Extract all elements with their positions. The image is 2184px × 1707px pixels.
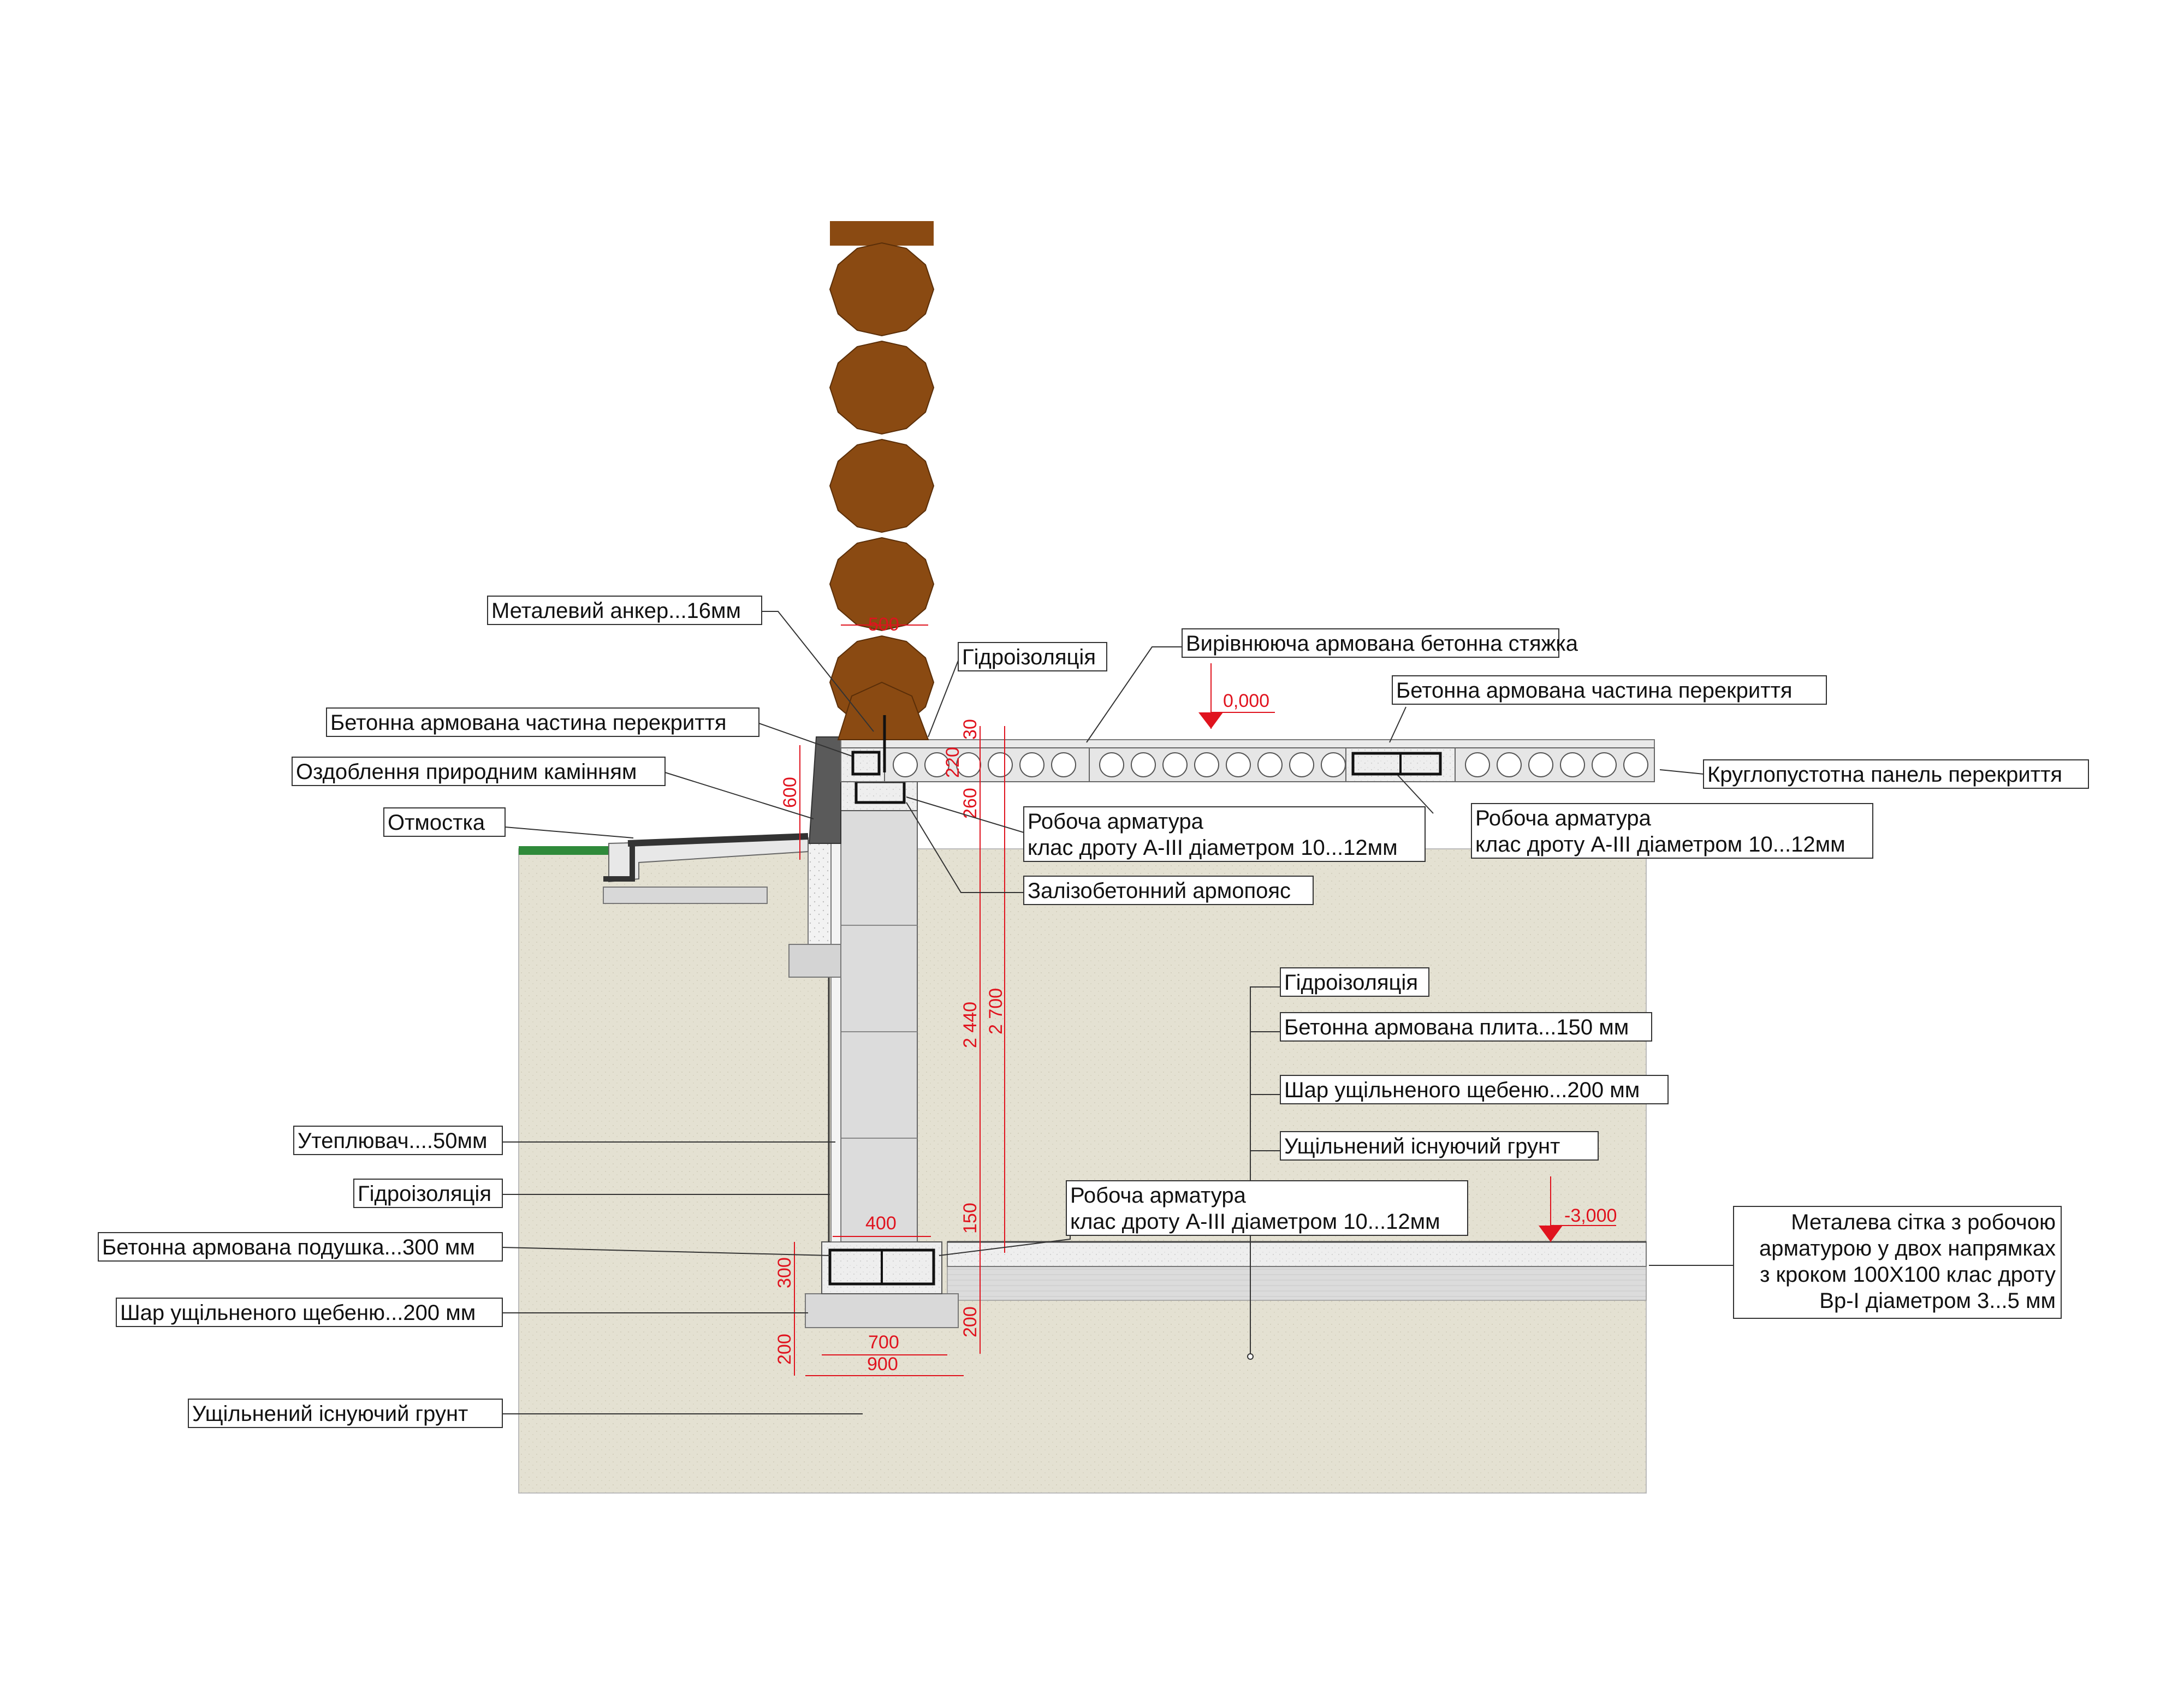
dim-300: 300 (774, 1257, 795, 1288)
label-rebar-foot-2: клас дроту А-ІІІ діаметром 10...12мм (1070, 1210, 1440, 1234)
label-rebar-right-2: клас дроту А-ІІІ діаметром 10...12мм (1475, 832, 1845, 857)
label-gravel-floor: Шар ущільненого щебеню...200 мм (1284, 1078, 1640, 1102)
label-screed: Вирівнююча армована бетонна стяжка (1186, 632, 1578, 656)
dim-220: 220 (942, 747, 963, 778)
label-gravel-left: Шар ущільненого щебеню...200 мм (120, 1301, 476, 1325)
label-mesh-3: з кроком 100Х100 клас дроту (1760, 1263, 2056, 1287)
existing-soil (519, 849, 1646, 1493)
label-insulation: Утеплювач....50мм (298, 1129, 488, 1153)
label-hydro-floor: Гідроізоляція (1284, 971, 1418, 995)
label-stone-finish: Оздоблення природним камінням (296, 760, 637, 784)
label-slab-concrete-right: Бетонна армована частина перекриття (1396, 679, 1793, 703)
label-hydro-top: Гідроізоляція (962, 645, 1096, 669)
label-mesh-4: Вр-І діаметром 3...5 мм (1819, 1289, 2056, 1313)
label-ring-beam: Залізобетонний армопояс (1028, 879, 1291, 903)
label-cushion: Бетонна армована подушка...300 мм (102, 1235, 475, 1259)
label-mesh-2: арматурою у двох напрямках (1759, 1236, 2056, 1260)
label-hollow-panel: Круглопустотна панель перекриття (1707, 763, 2063, 787)
stone-finish (808, 841, 831, 944)
label-blind-area: Отмостка (388, 811, 485, 835)
label-anchor: Металевий анкер...16мм (491, 599, 741, 623)
footing-gravel (805, 1294, 958, 1328)
insulation-layer (831, 811, 841, 1242)
grass-strip (519, 846, 620, 855)
svg-text:-3,000: -3,000 (1564, 1205, 1617, 1226)
log-wall (830, 221, 934, 740)
label-soil-left: Ущільнений існуючий грунт (192, 1402, 468, 1426)
blind-area-base (603, 887, 767, 903)
floor-concrete-slab (947, 1242, 1646, 1266)
label-rebar-foot-1: Робоча арматура (1070, 1183, 1246, 1208)
dim-200-left: 200 (774, 1334, 795, 1365)
dim-400: 400 (865, 1213, 897, 1234)
basement-wall (841, 811, 917, 1242)
dim-200-right: 200 (960, 1306, 981, 1337)
dim-700: 700 (868, 1332, 899, 1353)
svg-text:0,000: 0,000 (1223, 691, 1270, 711)
dim-30: 30 (960, 719, 981, 740)
label-rebar-top-2: клас дроту А-ІІІ діаметром 10...12мм (1028, 836, 1398, 860)
dim-600: 600 (780, 777, 800, 808)
label-mesh-1: Металева сітка з робочою (1791, 1210, 2056, 1234)
panel-cores (893, 753, 1648, 777)
label-slab-concrete-left: Бетонна армована частина перекриття (330, 711, 727, 735)
dim-2700: 2 700 (986, 988, 1006, 1034)
label-floor-slab: Бетонна армована плита...150 мм (1284, 1015, 1629, 1039)
stone-finish-top (809, 737, 841, 843)
dim-150: 150 (960, 1203, 981, 1234)
label-soil-floor: Ущільнений існуючий грунт (1284, 1134, 1560, 1158)
floor-gravel-layer (947, 1266, 1646, 1300)
dim-2440: 2 440 (960, 1001, 981, 1048)
dim-log: 500 (868, 614, 899, 635)
label-hydro-wall: Гідроізоляція (358, 1182, 491, 1206)
slab-screed (841, 740, 1654, 748)
dim-260: 260 (960, 788, 981, 819)
plinth-step (789, 944, 841, 977)
label-rebar-top-1: Робоча арматура (1028, 810, 1203, 834)
dim-900: 900 (867, 1354, 898, 1375)
label-rebar-right-1: Робоча арматура (1475, 806, 1651, 830)
level-mark-top (1198, 663, 1275, 729)
